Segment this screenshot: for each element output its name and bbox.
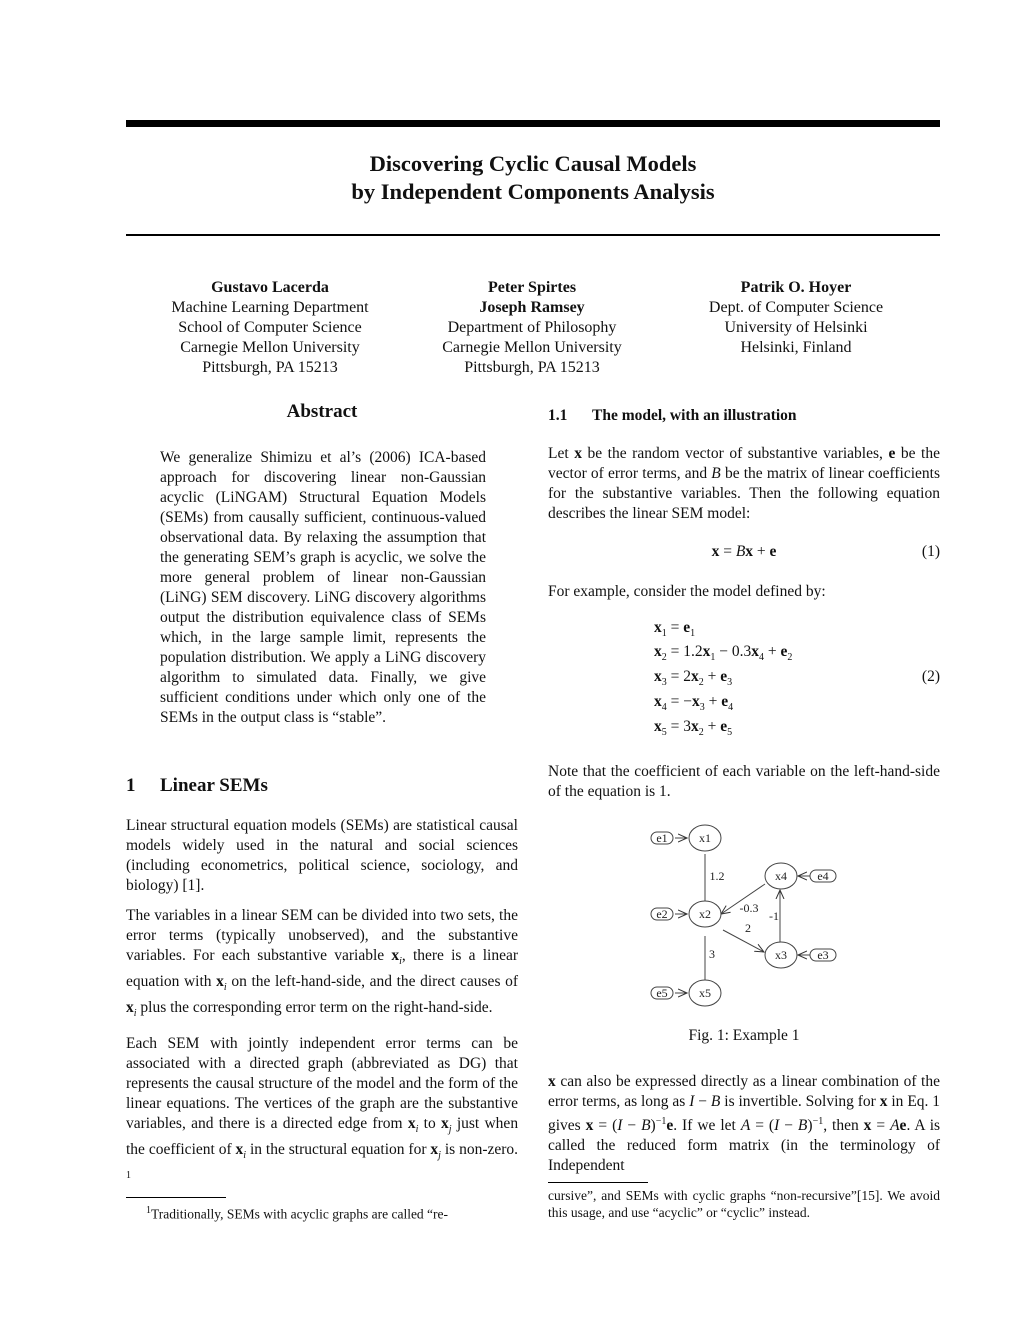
section-title: Linear SEMs xyxy=(160,775,268,796)
label-x4: x4 xyxy=(775,869,787,883)
edge-label-3: 3 xyxy=(709,947,715,961)
edge-label-neg-1: -1 xyxy=(769,909,779,923)
label-e2: e2 xyxy=(656,907,668,921)
edge-label-neg-0-3: -0.3 xyxy=(739,901,759,915)
footnote: $^1$Traditionally, SEMs with acyclic graphs are called “re- xyxy=(146,1204,449,1222)
footnote: cursive”, and SEMs with cyclic graphs “non-recursive”[15]. We avoid this usage, and use “acyclic” or “cyclic” instead. xyxy=(548,1188,940,1221)
edge-label-2: 2 xyxy=(745,921,751,935)
title-rule xyxy=(126,234,940,236)
author-name: Peter Spirtes xyxy=(487,279,577,296)
section-number: 1 xyxy=(126,775,136,796)
causal-graph xyxy=(548,820,940,1020)
affiliation-line: Carnegie Mellon University xyxy=(180,339,360,356)
abstract-text: We generalize Shimizu et al’s (2006) ICA-based approach for discovering linear non-Gaussian acyclic (LiNGAM) Structural Equation Models (SEMs) from causally sufficient, continuous-valued observational data. By relaxing the assumption that the generating SEM’s graph is acyclic, we solve the more general problem of linear non-Gaussian (LiNG) SEM discovery. LiNG discovery algorithms output the distribution equivalence class of SEMs which, in the large sample limit, represents the population distribution. We apply a LiNG discovery algorithm to simulated data. Finally, we give sufficient conditions under which only one of the SEMs in the output class is “stable”. xyxy=(160,449,486,726)
author-block-1 xyxy=(150,278,390,378)
affiliation-line: Machine Learning Department xyxy=(171,299,369,316)
affiliation-line: Carnegie Mellon University xyxy=(442,339,622,356)
paragraph: Let x be the random vector of substantive variables, e be the vector of error terms, and B be the matrix of linear coefficients for the substantive variables. Then the following equation describes the linear SEM model: xyxy=(548,445,941,522)
paragraph: x can also be expressed directly as a linear combination of the error terms, as long as I − B is invertible. Solving for x in Eq. 1 gives $x = (I - B)^{-1}e$. If we let $A = (I - B)^{-1}$, then x = Ae. A is called the reduced form matrix (in the terminology of Independent xyxy=(548,1073,941,1175)
figure-graph xyxy=(548,820,940,1020)
paragraph: Note that the coefficient of each variable on the left-hand-side of the equation is 1. xyxy=(548,763,940,800)
paragraph: Linear structural equation models (SEMs) are statistical causal models widely used in the natural and social sciences (including econometrics, political science, sociology, and biology) [1]. xyxy=(126,817,518,894)
paper-title xyxy=(126,150,940,206)
affiliation-line: Helsinki, Finland xyxy=(740,339,852,356)
label-x2: x2 xyxy=(699,907,711,921)
author-block-2 xyxy=(412,278,652,378)
equation-number: (2) xyxy=(921,668,940,685)
label-e3: e3 xyxy=(817,948,829,962)
footnote-mark: 1 xyxy=(126,1170,131,1182)
equation-2: $x_1 = e_1$ $x_2 = 1.2x_1 - 0.3x_4 + e_2$ $x_3 = 2x_2 + e_3$ $x_4 = -x_3 + e_4$ $x_5 = 3x_2 + e_5$ (2) xyxy=(654,619,940,739)
equation-1: x = Bx + e (1) xyxy=(711,543,940,560)
left-column xyxy=(126,402,518,1222)
label-e1: e1 xyxy=(656,831,668,845)
footnote-rule xyxy=(548,1182,648,1183)
title-line-1: Discovering Cyclic Causal Models xyxy=(369,151,697,176)
affiliation-line: Pittsburgh, PA 15213 xyxy=(464,359,600,376)
label-x5: x5 xyxy=(699,986,711,1000)
affiliation-line: Department of Philosophy xyxy=(447,319,617,336)
right-column xyxy=(548,406,940,1221)
edge-x2-x3 xyxy=(723,930,764,952)
affiliation-line: Pittsburgh, PA 15213 xyxy=(202,359,338,376)
subsection-number: 1.1 xyxy=(548,407,568,424)
label-x3: x3 xyxy=(775,948,787,962)
paragraph: The variables in a linear SEM can be divided into two sets, the error terms (typically unobserved), and the substantive variables. For each substantive variable $x_i$, there is a linear equation with $x_i$ on the left-hand-side, and the direct causes of $x_i$ plus the corresponding error term on the right-hand-side. xyxy=(126,907,519,1020)
top-rule xyxy=(126,120,940,127)
figure-caption: Fig. 1: Example 1 xyxy=(688,1027,800,1044)
label-x1: x1 xyxy=(699,831,711,845)
label-e5: e5 xyxy=(656,986,668,1000)
label-e4: e4 xyxy=(817,869,829,883)
author-name: Patrik O. Hoyer xyxy=(740,279,852,296)
footnote-rule xyxy=(126,1197,226,1198)
paragraph: Each SEM with jointly independent error terms can be associated with a directed graph (abbreviated as DG) that represents the causal structure of the model and the form of the linear equations. The vertices of the graph are the substantive variables, and there is a directed edge from $x_i$ to $x_j$ just when the coefficient of $x_i$ in the structural equation for $x_j$ is non-zero. $^1$ xyxy=(126,1035,519,1182)
author-name: Gustavo Lacerda xyxy=(211,279,329,296)
edge-label-1-2: 1.2 xyxy=(709,869,725,883)
equation-number: (1) xyxy=(921,543,940,560)
abstract-heading: Abstract xyxy=(286,401,358,422)
author-block-3 xyxy=(676,278,916,358)
affiliation-line: University of Helsinki xyxy=(724,319,868,336)
affiliation-line: School of Computer Science xyxy=(178,319,362,336)
title-line-2: by Independent Components Analysis xyxy=(351,179,715,204)
subsection-title: The model, with an illustration xyxy=(592,407,797,424)
affiliation-line: Dept. of Computer Science xyxy=(708,299,884,316)
paragraph: For example, consider the model defined by: xyxy=(548,583,826,600)
author-name: Joseph Ramsey xyxy=(479,299,585,316)
section-heading xyxy=(126,776,518,798)
subsection-heading xyxy=(548,406,940,428)
